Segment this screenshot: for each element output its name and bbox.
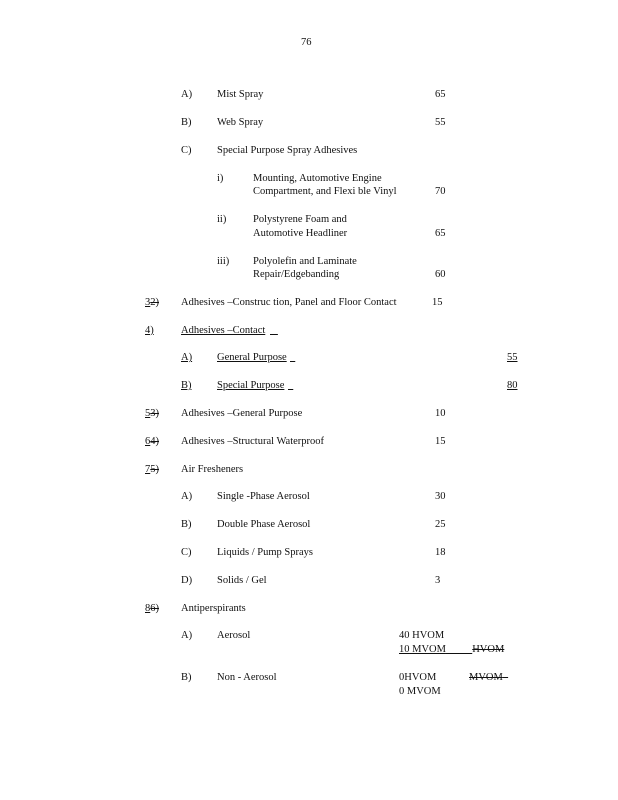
- item-value: 18: [435, 547, 446, 558]
- item-value: 65: [435, 89, 446, 100]
- inserted-number: 5: [145, 408, 151, 419]
- item-letter: C): [181, 547, 192, 558]
- item-value-line2: [399, 643, 504, 656]
- subitem-value: 70: [435, 186, 446, 197]
- inserted-item-letter: A): [181, 352, 193, 363]
- inserted-section-label: Adhesives –Contact: [181, 325, 266, 336]
- inserted-number: 3: [145, 297, 151, 308]
- page-number: 76: [301, 37, 312, 48]
- section-number: [145, 602, 159, 615]
- deleted-value: MVOM: [469, 672, 503, 683]
- insert-underline-tail: [288, 379, 293, 392]
- insert-underline-tail: [270, 324, 282, 337]
- subitem-number: iii): [217, 256, 230, 267]
- inserted-item-letter: B): [181, 380, 192, 391]
- subitem-label-line1: Polyolefin and Laminate: [253, 256, 357, 267]
- item-value: 3: [435, 575, 441, 586]
- item-letter: A): [181, 630, 193, 641]
- item-value: 55: [435, 117, 446, 128]
- section-label: Adhesives –Structural Waterproof: [181, 436, 325, 447]
- section-label: Air Fresheners: [181, 464, 244, 475]
- inserted-item-value: 55: [507, 352, 518, 363]
- item-value: 25: [435, 519, 446, 530]
- section-value: 15: [432, 297, 443, 308]
- section-value: 15: [435, 436, 446, 447]
- inserted-number: 7: [145, 464, 151, 475]
- inserted-number: 6: [145, 436, 151, 447]
- item-label: Aerosol: [217, 630, 251, 641]
- item-value-line2: 0 MVOM: [399, 686, 441, 697]
- item-letter: A): [181, 89, 193, 100]
- inserted-item-label: Special Purpose: [217, 380, 285, 391]
- section-label: Antiperspirants: [181, 603, 246, 614]
- item-letter: C): [181, 145, 192, 156]
- section-number: [145, 296, 159, 309]
- item-value-line1: 40 HVOM: [399, 630, 445, 641]
- item-letter: B): [181, 519, 192, 530]
- inserted-item-label: General Purpose: [217, 352, 287, 363]
- section-number: [145, 463, 159, 476]
- item-label: Web Spray: [217, 117, 264, 128]
- inserted-value: 10 MVOM: [399, 644, 446, 655]
- inserted-item-value: 80: [507, 380, 518, 391]
- item-value-line1: 0HVOM: [399, 672, 437, 683]
- item-label: Double Phase Aerosol: [217, 519, 311, 530]
- subitem-label-line2: Compartment, and Flexi ble Vinyl: [253, 186, 397, 197]
- item-label: Non - Aerosol: [217, 672, 277, 683]
- item-letter: A): [181, 491, 193, 502]
- item-label: Single -Phase Aerosol: [217, 491, 310, 502]
- item-letter: B): [181, 117, 192, 128]
- section-value: 10: [435, 408, 446, 419]
- subitem-label-line2: Repair/Edgebanding: [253, 269, 340, 280]
- section-number: [145, 407, 159, 420]
- section-label: Adhesives –General Purpose: [181, 408, 303, 419]
- item-value: 30: [435, 491, 446, 502]
- deleted-number: 4): [150, 436, 159, 447]
- item-label: Solids / Gel: [217, 575, 267, 586]
- subitem-value: 60: [435, 269, 446, 280]
- item-label: Special Purpose Spray Adhesives: [217, 145, 358, 156]
- deleted-number: 2): [150, 297, 159, 308]
- item-letter: D): [181, 575, 193, 586]
- deleted-value: HVOM: [472, 644, 505, 655]
- section-label: Adhesives –Construc tion, Panel and Floor Contact: [181, 297, 397, 308]
- deleted-number: 3): [150, 408, 159, 419]
- subitem-label-line1: Mounting, Automotive Engine: [253, 173, 382, 184]
- inserted-number: 8: [145, 603, 151, 614]
- item-label: Mist Spray: [217, 89, 264, 100]
- item-label: Liquids / Pump Sprays: [217, 547, 313, 558]
- subitem-number: ii): [217, 214, 227, 225]
- subitem-label-line1: Polystyrene Foam and: [253, 214, 347, 225]
- subitem-label-line2: Automotive Headliner: [253, 228, 348, 239]
- deleted-number: 5): [150, 464, 159, 475]
- subitem-value: 65: [435, 228, 446, 239]
- deleted-number: 6): [150, 603, 159, 614]
- subitem-number: i): [217, 173, 224, 184]
- section-number: [145, 435, 159, 448]
- insert-underline-tail: [290, 351, 295, 364]
- inserted-section-number: 4): [145, 325, 154, 336]
- item-letter: B): [181, 672, 192, 683]
